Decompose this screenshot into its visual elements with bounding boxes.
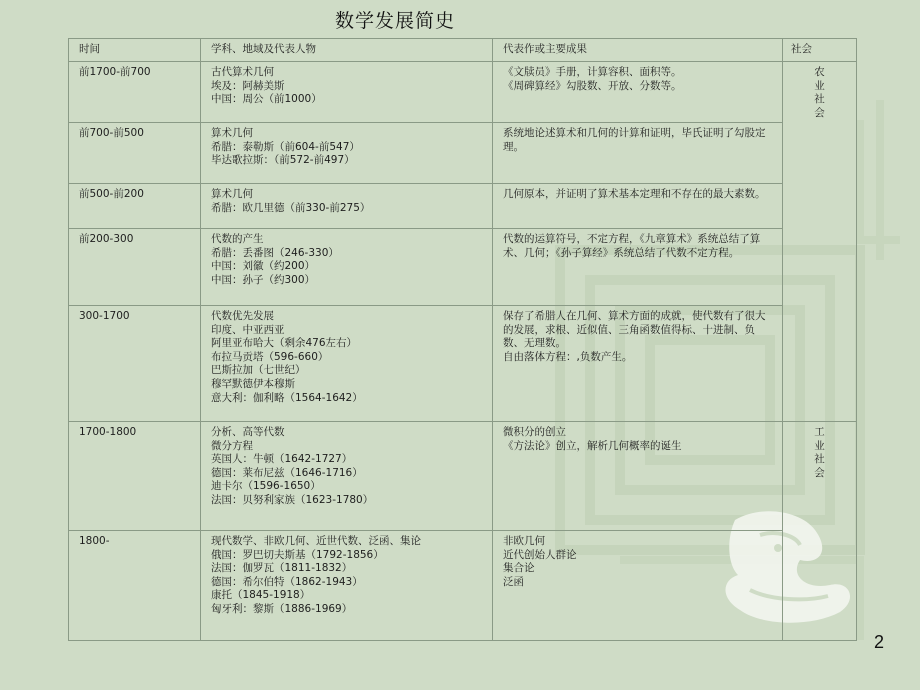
people-cell xyxy=(201,229,493,306)
achievements-cell xyxy=(493,62,783,123)
people-line: 法国：伽罗瓦（1811-1832） xyxy=(211,562,353,575)
table-row xyxy=(69,229,857,306)
people-line: 印度、中亚西亚 xyxy=(211,323,285,336)
period-cell: 前200-300 xyxy=(69,229,201,306)
society-char: 社 xyxy=(814,453,825,466)
header-society: 社会 xyxy=(783,39,857,62)
period-cell: 前500-前200 xyxy=(69,184,201,229)
people-line: 巴斯拉加（七世纪） xyxy=(211,364,306,377)
society-char: 业 xyxy=(814,79,825,92)
people-line: 布拉马贡塔（596-660） xyxy=(211,350,329,363)
people-line: 匈牙利：黎斯（1886-1969） xyxy=(211,602,353,615)
period-cell: 300-1700 xyxy=(69,306,201,422)
society-char: 会 xyxy=(814,466,825,479)
people-line: 算术几何 xyxy=(211,188,253,200)
people-line: 代数优先发展 xyxy=(211,310,274,322)
achievement-line: 代数的运算符号，不定方程，《九章算术》系统总结了算术、几何；《孙子算经》系统总结了代数不定方程。 xyxy=(503,233,761,259)
people-line: 迪卡尔（1596-1650） xyxy=(211,480,321,493)
society-industrial xyxy=(783,422,857,641)
society-char: 会 xyxy=(814,106,825,119)
achievements-cell xyxy=(493,306,783,422)
page-title: 数学发展简史 xyxy=(334,10,455,32)
table-row xyxy=(69,62,857,123)
achievement-line: 泛函 xyxy=(503,575,524,588)
people-line: 康托（1845-1918） xyxy=(211,589,311,602)
achievement-line: 《方法论》创立，解析几何概率的诞生 xyxy=(503,439,682,452)
achievements-cell xyxy=(493,422,783,531)
people-cell xyxy=(201,306,493,422)
achievement-line: 《文牍员》手册，计算容积、面积等。 xyxy=(503,66,682,78)
page-number: 2 xyxy=(873,632,884,652)
header-period: 时间 xyxy=(69,39,201,62)
people-line: 阿里亚布哈大（剩余476左右） xyxy=(211,337,358,350)
achievement-line: 非欧几何 xyxy=(503,535,545,547)
period-cell: 前700-前500 xyxy=(69,123,201,184)
achievement-line: 几何原本，并证明了算术基本定理和不存在的最大素数。 xyxy=(503,188,766,200)
table-row xyxy=(69,184,857,229)
people-cell xyxy=(201,184,493,229)
achievements-cell xyxy=(493,184,783,229)
achievement-line: 近代创始人群论 xyxy=(503,548,577,561)
table-row xyxy=(69,422,857,531)
people-cell xyxy=(201,531,493,641)
achievement-line: 保存了希腊人在几何、算术方面的成就，使代数有了很大的发展，求根、近似值、三角函数值得标、十进制、负数、无理数。 xyxy=(503,310,766,350)
people-line: 中国：孙子（约300） xyxy=(211,273,316,286)
people-line: 分析、高等代数 xyxy=(211,426,285,438)
people-line: 意大利：伽利略（1564-1642） xyxy=(211,391,363,404)
people-line: 英国人：牛顿（1642-1727） xyxy=(211,453,353,466)
table-row xyxy=(69,306,857,422)
people-line: 德国：莱布尼兹（1646-1716） xyxy=(211,466,363,479)
achievements-cell xyxy=(493,123,783,184)
table-row xyxy=(69,531,857,641)
people-line: 俄国：罗巴切夫斯基（1792-1856） xyxy=(211,548,384,561)
people-line: 法国：贝努利家族（1623-1780） xyxy=(211,493,374,506)
people-line: 算术几何 xyxy=(211,127,253,139)
society-char: 工 xyxy=(814,426,825,438)
people-line: 古代算术几何 xyxy=(211,66,274,78)
achievement-line: 自由落体方程：,负数产生。 xyxy=(503,350,633,363)
period-cell: 1800- xyxy=(69,531,201,641)
people-line: 德国：希尔伯特（1862-1943） xyxy=(211,575,363,588)
header-achievements: 代表作或主要成果 xyxy=(493,39,783,62)
achievements-cell xyxy=(493,229,783,306)
achievement-line: 集合论 xyxy=(503,562,535,575)
people-cell xyxy=(201,422,493,531)
header-people: 学科、地域及代表人物 xyxy=(201,39,493,62)
people-line: 中国：周公（前1000） xyxy=(211,93,322,106)
achievement-line: 《周碑算经》勾股数、开放、分数等。 xyxy=(503,79,682,92)
society-char: 社 xyxy=(814,93,825,106)
people-line: 埃及：阿赫美斯 xyxy=(211,79,285,92)
people-line: 微分方程 xyxy=(211,439,253,452)
people-line: 代数的产生 xyxy=(211,233,264,245)
period-cell: 1700-1800 xyxy=(69,422,201,531)
people-line: 希腊：欧几里德（前330-前275） xyxy=(211,201,371,214)
society-agricultural xyxy=(783,62,857,422)
achievement-line: 微积分的创立 xyxy=(503,426,566,438)
people-line: 毕达歌拉斯：（前572-前497） xyxy=(211,154,355,167)
achievement-line: 系统地论述算术和几何的计算和证明，毕氏证明了勾股定理。 xyxy=(503,127,766,153)
period-cell: 前1700-前700 xyxy=(69,62,201,123)
table-header-row xyxy=(69,39,857,62)
people-line: 穆罕默德伊本穆斯 xyxy=(211,377,295,390)
society-char: 农 xyxy=(814,66,825,78)
people-cell xyxy=(201,62,493,123)
math-history-table xyxy=(68,38,857,641)
people-line: 希腊：丢番图（246-330） xyxy=(211,246,339,259)
society-char: 业 xyxy=(814,439,825,452)
people-cell xyxy=(201,123,493,184)
people-line: 中国：刘徽（约200） xyxy=(211,260,316,273)
people-line: 希腊：泰勒斯（前604-前547） xyxy=(211,140,360,153)
people-line: 现代数学、非欧几何、近世代数、泛函、集论 xyxy=(211,535,421,547)
achievements-cell xyxy=(493,531,783,641)
table-row xyxy=(69,123,857,184)
